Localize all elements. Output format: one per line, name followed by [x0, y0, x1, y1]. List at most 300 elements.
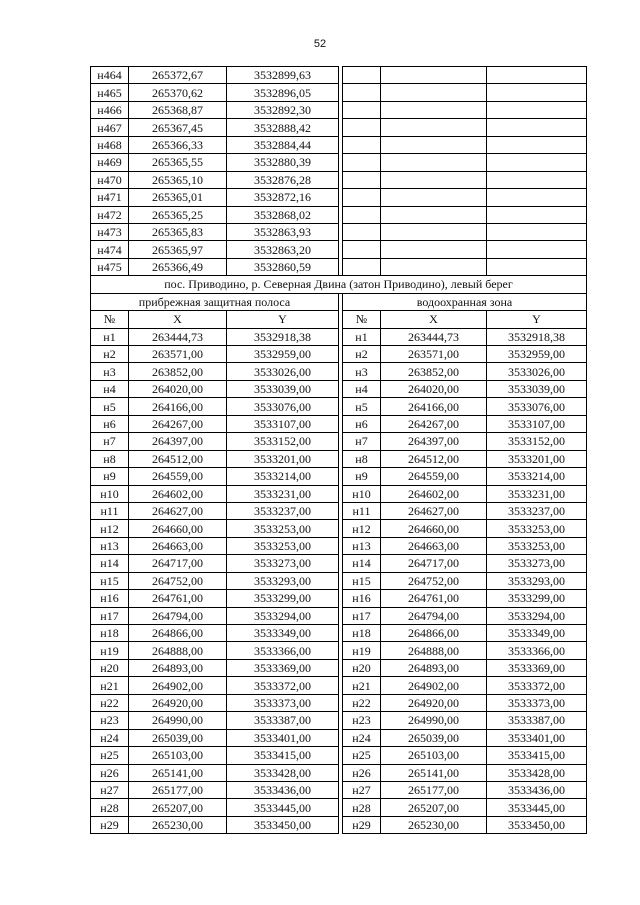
x-cell: 265372,67	[129, 67, 227, 84]
table-row	[91, 101, 587, 118]
y-cell: 3532896,05	[227, 84, 339, 101]
x-cell: 264794,00	[381, 607, 487, 624]
table-row	[91, 642, 587, 659]
x-cell: 264267,00	[129, 415, 227, 432]
y-cell: 3533253,00	[227, 520, 339, 537]
coordinates-table-body	[91, 67, 587, 834]
empty-cell	[381, 119, 487, 136]
point-number-cell: н6	[91, 415, 129, 432]
y-cell: 3533237,00	[487, 502, 587, 519]
x-cell: 264893,00	[129, 659, 227, 676]
empty-cell	[343, 136, 381, 153]
y-cell: 3533445,00	[487, 799, 587, 816]
empty-cell	[381, 241, 487, 258]
x-cell: 264717,00	[381, 555, 487, 572]
point-number-cell: н18	[91, 625, 129, 642]
y-cell: 3533076,00	[487, 398, 587, 415]
table-row	[91, 398, 587, 415]
point-number-cell: н2	[343, 346, 381, 363]
x-cell: 265365,01	[129, 189, 227, 206]
x-cell: 265370,62	[129, 84, 227, 101]
point-number-cell: н11	[343, 502, 381, 519]
y-cell: 3532884,44	[227, 136, 339, 153]
point-number-cell: н469	[91, 154, 129, 171]
x-cell: 264602,00	[381, 485, 487, 502]
x-cell: 264559,00	[381, 468, 487, 485]
y-cell: 3533387,00	[227, 712, 339, 729]
y-cell: 3533273,00	[227, 555, 339, 572]
empty-cell	[381, 189, 487, 206]
x-cell: 265368,87	[129, 101, 227, 118]
y-cell: 3533372,00	[227, 677, 339, 694]
point-number-cell: н28	[91, 799, 129, 816]
y-cell: 3533372,00	[487, 677, 587, 694]
y-cell: 3533273,00	[487, 555, 587, 572]
y-cell: 3533299,00	[487, 590, 587, 607]
y-cell: 3533373,00	[487, 694, 587, 711]
x-cell: 265365,25	[129, 206, 227, 223]
point-number-cell: н1	[343, 328, 381, 345]
table-row	[91, 415, 587, 432]
empty-cell	[381, 258, 487, 275]
x-cell: 264020,00	[381, 380, 487, 397]
y-cell: 3533293,00	[227, 572, 339, 589]
column-header: Y	[227, 311, 339, 328]
x-cell: 264166,00	[381, 398, 487, 415]
x-cell: 263444,73	[381, 328, 487, 345]
point-number-cell: н25	[91, 747, 129, 764]
x-cell: 264866,00	[129, 625, 227, 642]
x-cell: 265366,33	[129, 136, 227, 153]
empty-cell	[343, 223, 381, 240]
x-cell: 264761,00	[381, 590, 487, 607]
x-cell: 264752,00	[381, 572, 487, 589]
x-cell: 264397,00	[129, 433, 227, 450]
point-number-cell: н3	[91, 363, 129, 380]
x-cell: 264717,00	[129, 555, 227, 572]
point-number-cell: н21	[343, 677, 381, 694]
x-cell: 263444,73	[129, 328, 227, 345]
empty-cell	[343, 101, 381, 118]
table-row	[91, 781, 587, 798]
column-header: Y	[487, 311, 587, 328]
x-cell: 264761,00	[129, 590, 227, 607]
y-cell: 3533201,00	[227, 450, 339, 467]
x-cell: 265365,10	[129, 171, 227, 188]
point-number-cell: н15	[91, 572, 129, 589]
y-cell: 3532868,02	[227, 206, 339, 223]
x-cell: 264888,00	[129, 642, 227, 659]
point-number-cell: н475	[91, 258, 129, 275]
y-cell: 3532918,38	[227, 328, 339, 345]
table-row	[91, 677, 587, 694]
point-number-cell: н474	[91, 241, 129, 258]
table-row	[91, 363, 587, 380]
empty-cell	[343, 189, 381, 206]
y-cell: 3532892,30	[227, 101, 339, 118]
y-cell: 3533349,00	[227, 625, 339, 642]
point-number-cell: н24	[343, 729, 381, 746]
empty-cell	[487, 119, 587, 136]
y-cell: 3532876,28	[227, 171, 339, 188]
y-cell: 3533231,00	[227, 485, 339, 502]
x-cell: 265103,00	[381, 747, 487, 764]
empty-cell	[487, 189, 587, 206]
x-cell: 263852,00	[129, 363, 227, 380]
point-number-cell: н466	[91, 101, 129, 118]
point-number-cell: н29	[343, 816, 381, 833]
empty-cell	[487, 258, 587, 275]
point-number-cell: н27	[91, 781, 129, 798]
y-cell: 3532959,00	[227, 346, 339, 363]
point-number-cell: н17	[91, 607, 129, 624]
empty-cell	[381, 136, 487, 153]
empty-cell	[381, 206, 487, 223]
y-cell: 3533366,00	[227, 642, 339, 659]
table-row	[91, 520, 587, 537]
empty-cell	[487, 206, 587, 223]
y-cell: 3533152,00	[227, 433, 339, 450]
x-cell: 264990,00	[381, 712, 487, 729]
x-cell: 264660,00	[381, 520, 487, 537]
point-number-cell: н29	[91, 816, 129, 833]
point-number-cell: н23	[91, 712, 129, 729]
zone-header-row	[91, 293, 587, 310]
empty-cell	[381, 101, 487, 118]
table-row	[91, 537, 587, 554]
table-row	[91, 764, 587, 781]
point-number-cell: н20	[91, 659, 129, 676]
table-row	[91, 659, 587, 676]
table-row	[91, 712, 587, 729]
empty-cell	[343, 154, 381, 171]
x-cell: 265039,00	[129, 729, 227, 746]
x-cell: 264888,00	[381, 642, 487, 659]
y-cell: 3533450,00	[487, 816, 587, 833]
point-number-cell: н25	[343, 747, 381, 764]
point-number-cell: н12	[91, 520, 129, 537]
x-cell: 264627,00	[129, 502, 227, 519]
y-cell: 3533401,00	[227, 729, 339, 746]
empty-cell	[487, 154, 587, 171]
y-cell: 3533428,00	[227, 764, 339, 781]
x-cell: 265039,00	[381, 729, 487, 746]
empty-cell	[343, 258, 381, 275]
point-number-cell: н22	[91, 694, 129, 711]
x-cell: 265230,00	[381, 816, 487, 833]
x-cell: 265366,49	[129, 258, 227, 275]
empty-cell	[343, 206, 381, 223]
point-number-cell: н26	[343, 764, 381, 781]
y-cell: 3533445,00	[227, 799, 339, 816]
point-number-cell: н3	[343, 363, 381, 380]
y-cell: 3533237,00	[227, 502, 339, 519]
y-cell: 3533299,00	[227, 590, 339, 607]
point-number-cell: н8	[91, 450, 129, 467]
table-row	[91, 747, 587, 764]
point-number-cell: н467	[91, 119, 129, 136]
point-number-cell: н10	[343, 485, 381, 502]
empty-cell	[343, 119, 381, 136]
x-cell: 264794,00	[129, 607, 227, 624]
empty-cell	[381, 84, 487, 101]
x-cell: 265177,00	[381, 781, 487, 798]
y-cell: 3532860,59	[227, 258, 339, 275]
x-cell: 265141,00	[129, 764, 227, 781]
point-number-cell: н27	[343, 781, 381, 798]
table-row	[91, 502, 587, 519]
point-number-cell: н5	[343, 398, 381, 415]
column-header: X	[381, 311, 487, 328]
point-number-cell: н2	[91, 346, 129, 363]
y-cell: 3533415,00	[487, 747, 587, 764]
point-number-cell: н28	[343, 799, 381, 816]
empty-cell	[487, 101, 587, 118]
y-cell: 3533293,00	[487, 572, 587, 589]
x-cell: 264267,00	[381, 415, 487, 432]
x-cell: 265177,00	[129, 781, 227, 798]
point-number-cell: н470	[91, 171, 129, 188]
table-row	[91, 572, 587, 589]
empty-cell	[381, 223, 487, 240]
point-number-cell: н471	[91, 189, 129, 206]
point-number-cell: н468	[91, 136, 129, 153]
empty-cell	[487, 67, 587, 84]
y-cell: 3533373,00	[227, 694, 339, 711]
point-number-cell: н1	[91, 328, 129, 345]
x-cell: 263852,00	[381, 363, 487, 380]
point-number-cell: н23	[343, 712, 381, 729]
x-cell: 265367,45	[129, 119, 227, 136]
point-number-cell: н9	[343, 468, 381, 485]
y-cell: 3532899,63	[227, 67, 339, 84]
empty-cell	[343, 171, 381, 188]
y-cell: 3533231,00	[487, 485, 587, 502]
table-row	[91, 468, 587, 485]
y-cell: 3533436,00	[227, 781, 339, 798]
table-row	[91, 67, 587, 84]
y-cell: 3533076,00	[227, 398, 339, 415]
table-row	[91, 223, 587, 240]
y-cell: 3533026,00	[487, 363, 587, 380]
x-cell: 265141,00	[381, 764, 487, 781]
point-number-cell: н472	[91, 206, 129, 223]
table-row	[91, 590, 587, 607]
x-cell: 265365,97	[129, 241, 227, 258]
y-cell: 3533387,00	[487, 712, 587, 729]
empty-cell	[487, 223, 587, 240]
point-number-cell: н12	[343, 520, 381, 537]
x-cell: 264920,00	[381, 694, 487, 711]
x-cell: 264559,00	[129, 468, 227, 485]
x-cell: 264660,00	[129, 520, 227, 537]
y-cell: 3533214,00	[487, 468, 587, 485]
column-header-row	[91, 311, 587, 328]
section-title: пос. Приводино, р. Северная Двина (затон Приводино), левый берег	[91, 276, 587, 293]
empty-cell	[487, 136, 587, 153]
y-cell: 3533152,00	[487, 433, 587, 450]
x-cell: 264512,00	[129, 450, 227, 467]
x-cell: 264397,00	[381, 433, 487, 450]
x-cell: 264512,00	[381, 450, 487, 467]
table-row	[91, 171, 587, 188]
table-row	[91, 154, 587, 171]
point-number-cell: н465	[91, 84, 129, 101]
table-row	[91, 136, 587, 153]
y-cell: 3532959,00	[487, 346, 587, 363]
table-row	[91, 485, 587, 502]
point-number-cell: н9	[91, 468, 129, 485]
x-cell: 264752,00	[129, 572, 227, 589]
point-number-cell: н14	[91, 555, 129, 572]
y-cell: 3533294,00	[487, 607, 587, 624]
y-cell: 3532888,42	[227, 119, 339, 136]
point-number-cell: н11	[91, 502, 129, 519]
y-cell: 3533428,00	[487, 764, 587, 781]
point-number-cell: н19	[343, 642, 381, 659]
x-cell: 265103,00	[129, 747, 227, 764]
page-number: 52	[313, 38, 327, 50]
table-row	[91, 328, 587, 345]
x-cell: 264020,00	[129, 380, 227, 397]
x-cell: 264602,00	[129, 485, 227, 502]
x-cell: 265207,00	[381, 799, 487, 816]
x-cell: 264866,00	[381, 625, 487, 642]
y-cell: 3533415,00	[227, 747, 339, 764]
point-number-cell: н5	[91, 398, 129, 415]
table-row	[91, 433, 587, 450]
x-cell: 264166,00	[129, 398, 227, 415]
point-number-cell: н17	[343, 607, 381, 624]
x-cell: 264902,00	[381, 677, 487, 694]
x-cell: 265207,00	[129, 799, 227, 816]
point-number-cell: н22	[343, 694, 381, 711]
y-cell: 3533039,00	[227, 380, 339, 397]
point-number-cell: н13	[91, 537, 129, 554]
x-cell: 264663,00	[381, 537, 487, 554]
x-cell: 264920,00	[129, 694, 227, 711]
point-number-cell: н15	[343, 572, 381, 589]
x-cell: 265365,83	[129, 223, 227, 240]
coordinates-table	[90, 66, 587, 834]
table-row	[91, 189, 587, 206]
y-cell: 3533349,00	[487, 625, 587, 642]
point-number-cell: н24	[91, 729, 129, 746]
y-cell: 3533039,00	[487, 380, 587, 397]
point-number-cell: н7	[343, 433, 381, 450]
empty-cell	[487, 84, 587, 101]
table-row	[91, 119, 587, 136]
x-cell: 264902,00	[129, 677, 227, 694]
empty-cell	[343, 84, 381, 101]
point-number-cell: н7	[91, 433, 129, 450]
section-title-row	[91, 276, 587, 293]
x-cell: 263571,00	[129, 346, 227, 363]
point-number-cell: н4	[343, 380, 381, 397]
column-header: №	[343, 311, 381, 328]
y-cell: 3533369,00	[487, 659, 587, 676]
point-number-cell: н464	[91, 67, 129, 84]
x-cell: 263571,00	[381, 346, 487, 363]
table-row	[91, 729, 587, 746]
y-cell: 3532880,39	[227, 154, 339, 171]
y-cell: 3533401,00	[487, 729, 587, 746]
table-row	[91, 206, 587, 223]
point-number-cell: н20	[343, 659, 381, 676]
y-cell: 3533366,00	[487, 642, 587, 659]
point-number-cell: н8	[343, 450, 381, 467]
point-number-cell: н16	[91, 590, 129, 607]
table-row	[91, 799, 587, 816]
y-cell: 3533369,00	[227, 659, 339, 676]
table-row	[91, 346, 587, 363]
column-header: №	[91, 311, 129, 328]
table-row	[91, 607, 587, 624]
x-cell: 264893,00	[381, 659, 487, 676]
x-cell: 265230,00	[129, 816, 227, 833]
table-row	[91, 816, 587, 833]
column-header: X	[129, 311, 227, 328]
empty-cell	[381, 154, 487, 171]
y-cell: 3533107,00	[227, 415, 339, 432]
y-cell: 3533026,00	[227, 363, 339, 380]
y-cell: 3533253,00	[487, 520, 587, 537]
empty-cell	[343, 67, 381, 84]
y-cell: 3533214,00	[227, 468, 339, 485]
point-number-cell: н26	[91, 764, 129, 781]
right-zone-title: водоохранная зона	[343, 293, 587, 310]
point-number-cell: н14	[343, 555, 381, 572]
y-cell: 3533436,00	[487, 781, 587, 798]
y-cell: 3533294,00	[227, 607, 339, 624]
point-number-cell: н6	[343, 415, 381, 432]
y-cell: 3533450,00	[227, 816, 339, 833]
x-cell: 264990,00	[129, 712, 227, 729]
x-cell: 265365,55	[129, 154, 227, 171]
table-row	[91, 241, 587, 258]
table-row	[91, 555, 587, 572]
empty-cell	[343, 241, 381, 258]
y-cell: 3533253,00	[487, 537, 587, 554]
y-cell: 3533201,00	[487, 450, 587, 467]
point-number-cell: н16	[343, 590, 381, 607]
empty-cell	[381, 171, 487, 188]
table-row	[91, 380, 587, 397]
y-cell: 3533107,00	[487, 415, 587, 432]
point-number-cell: н18	[343, 625, 381, 642]
x-cell: 264663,00	[129, 537, 227, 554]
left-zone-title: прибрежная защитная полоса	[91, 293, 339, 310]
point-number-cell: н13	[343, 537, 381, 554]
table-row	[91, 258, 587, 275]
y-cell: 3532863,20	[227, 241, 339, 258]
y-cell: 3532918,38	[487, 328, 587, 345]
point-number-cell: н4	[91, 380, 129, 397]
table-row	[91, 84, 587, 101]
table-row	[91, 625, 587, 642]
table-row	[91, 450, 587, 467]
point-number-cell: н10	[91, 485, 129, 502]
table-row	[91, 694, 587, 711]
empty-cell	[487, 241, 587, 258]
x-cell: 264627,00	[381, 502, 487, 519]
point-number-cell: н21	[91, 677, 129, 694]
y-cell: 3532863,93	[227, 223, 339, 240]
y-cell: 3533253,00	[227, 537, 339, 554]
y-cell: 3532872,16	[227, 189, 339, 206]
empty-cell	[381, 67, 487, 84]
point-number-cell: н19	[91, 642, 129, 659]
